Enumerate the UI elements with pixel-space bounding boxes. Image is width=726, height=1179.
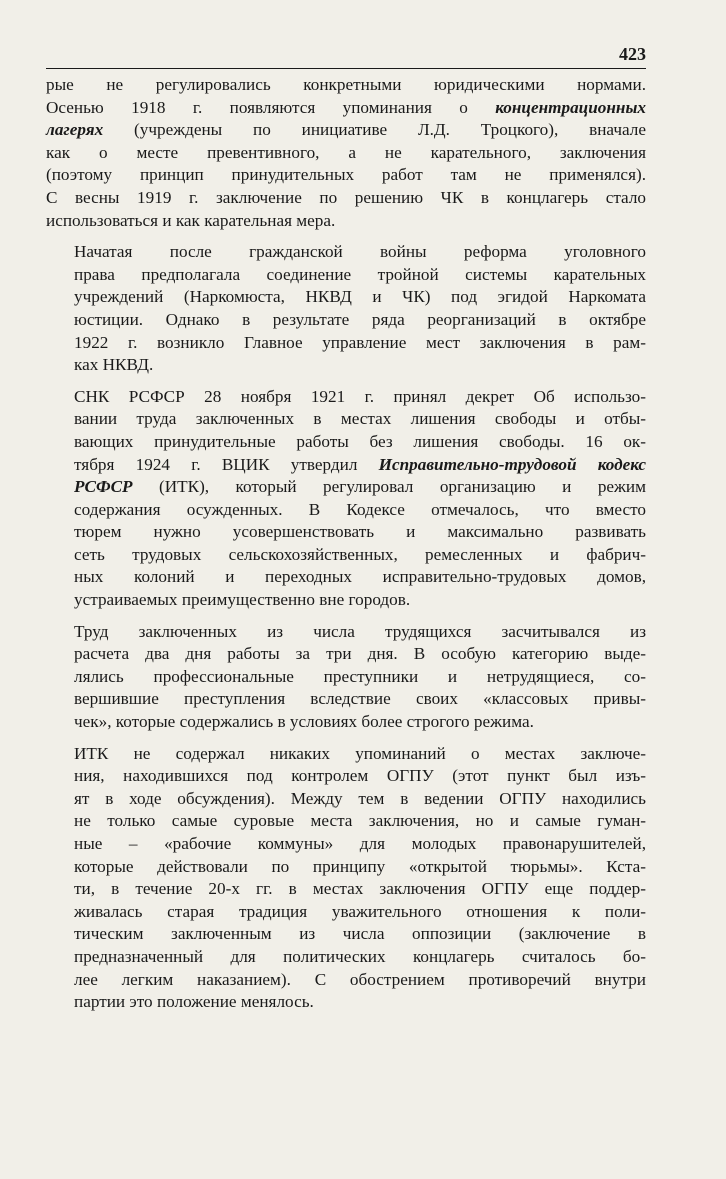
emphasized-term: лагерях [46, 120, 104, 140]
text-segment: тическим заключенным из числа оппозиции (заключение в [74, 924, 646, 944]
text-line [46, 946, 646, 969]
text-line [46, 309, 646, 332]
text-line [46, 187, 646, 210]
paragraph [46, 241, 646, 377]
text-segment: устраиваемых преимущественно вне городов. [74, 590, 411, 610]
text-line [46, 119, 646, 142]
text-line [46, 386, 646, 409]
text-line [46, 765, 646, 788]
paragraph [46, 621, 646, 734]
text-segment: С весны 1919 г. заключение по решению ЧК в концлагерь стало [46, 187, 646, 207]
text-line [46, 991, 646, 1014]
text-line [46, 264, 646, 287]
emphasized-term: концентрационных [495, 97, 646, 117]
emphasized-term: Исправительно-трудовой кодекс [378, 454, 646, 474]
text-line [46, 711, 646, 734]
text-segment: партии это положение менялось. [74, 992, 314, 1012]
text-segment: тября 1924 г. ВЦИК утвердил [74, 454, 379, 474]
text-line [46, 643, 646, 666]
text-segment: чек», которые содержались в условиях более строгого режима. [74, 712, 534, 732]
text-line [46, 97, 646, 120]
text-line [46, 241, 646, 264]
text-line [46, 743, 646, 766]
text-segment: расчета два дня работы за три дня. В особую категорию выде- [74, 644, 646, 664]
paragraph [46, 386, 646, 612]
text-segment: не только самые суровые места заключения, но и самые гуман- [74, 811, 646, 831]
paragraph [46, 743, 646, 1014]
text-line [46, 286, 646, 309]
text-line [46, 476, 646, 499]
text-segment: как о месте превентивного, а не карательного, заключения [46, 142, 646, 162]
text-line [46, 666, 646, 689]
body-text [46, 74, 646, 1023]
text-line [46, 621, 646, 644]
text-line [46, 688, 646, 711]
text-line [46, 878, 646, 901]
text-line [46, 833, 646, 856]
text-line [46, 454, 646, 477]
text-line [46, 901, 646, 924]
text-segment: предназначенный для политических концлагерь считалось бо- [74, 946, 646, 966]
text-segment: лялись профессиональные преступники и нетрудящиеся, со- [74, 666, 646, 686]
text-segment: ния, находившихся под контролем ОГПУ (этот пункт был изъ- [74, 766, 646, 786]
text-segment: содержания осужденных. В Кодексе отмечалось, что вместо [74, 499, 646, 519]
text-segment: 1922 г. возникло Главное управление мест заключения в рам- [74, 332, 646, 352]
text-segment: ках НКВД. [74, 355, 154, 375]
text-segment: вершившие преступления вследствие своих «классовых привы- [74, 689, 646, 709]
text-segment: ных колоний и переходных исправительно-трудовых домов, [74, 567, 646, 587]
text-line [46, 142, 646, 165]
text-segment: (ИТК), который регулировал организацию и режим [132, 477, 646, 497]
text-segment: вающих принудительные работы без лишения свободы. 16 ок- [74, 431, 646, 451]
text-line [46, 332, 646, 355]
text-line [46, 408, 646, 431]
text-line [46, 210, 646, 233]
text-segment: (учреждены по инициативе Л.Д. Троцкого), вначале [103, 120, 646, 140]
text-line [46, 969, 646, 992]
text-segment: Труд заключенных из числа трудящихся засчитывался из [74, 621, 646, 641]
text-segment: Начатая после гражданской войны реформа уголовного [74, 242, 646, 262]
text-line [46, 788, 646, 811]
text-segment: живалась старая традиция уважительного отношения к поли- [74, 901, 646, 921]
text-line [46, 810, 646, 833]
text-line [46, 521, 646, 544]
text-segment: использоваться и как карательная мера. [46, 210, 336, 230]
text-line [46, 566, 646, 589]
header-rule [46, 68, 646, 69]
text-segment: ят в ходе обсуждения). Между тем в ведении ОГПУ находились [74, 788, 646, 808]
text-segment: ные – «рабочие коммуны» для молодых правонарушителей, [74, 834, 646, 853]
text-segment: Осенью 1918 г. появляются упоминания о [46, 97, 496, 117]
page-number: 423 [619, 44, 646, 64]
text-segment: тюрем нужно усовершенствовать и максимально развивать [74, 522, 646, 542]
text-segment: ти, в течение 20-х гг. в местах заключения ОГПУ еще поддер- [74, 879, 646, 899]
text-segment: учреждений (Наркомюста, НКВД и ЧК) под эгидой Наркомата [74, 287, 646, 307]
text-line [46, 431, 646, 454]
text-line [46, 74, 646, 97]
text-segment: рые не регулировались конкретными юридическими нормами. [46, 75, 646, 94]
text-segment: которые действовали по принципу «открытой тюрьмы». Кста- [74, 856, 646, 876]
text-segment: СНК РСФСР 28 ноября 1921 г. принял декрет Об использо- [74, 386, 646, 406]
text-segment: права предполагала соединение тройной системы карательных [74, 264, 646, 284]
text-segment: ИТК не содержал никаких упоминаний о местах заключе- [74, 743, 646, 763]
text-line [46, 499, 646, 522]
emphasized-term: РСФСР [74, 477, 133, 497]
text-segment: лее легким наказанием). С обострением противоречий внутри [74, 969, 646, 989]
text-line [46, 354, 646, 377]
paragraph [46, 74, 646, 232]
text-segment: (поэтому принцип принудительных работ там не применялся). [46, 165, 646, 185]
text-line [46, 164, 646, 187]
text-segment: юстиции. Однако в результате ряда реорганизаций в октябре [74, 309, 646, 329]
text-line [46, 544, 646, 567]
text-line [46, 856, 646, 879]
text-segment: вании труда заключенных в местах лишения свободы и отбы- [74, 409, 646, 429]
text-line [46, 589, 646, 612]
text-segment: сеть трудовых сельскохозяйственных, ремесленных и фабрич- [74, 544, 646, 564]
text-line [46, 923, 646, 946]
